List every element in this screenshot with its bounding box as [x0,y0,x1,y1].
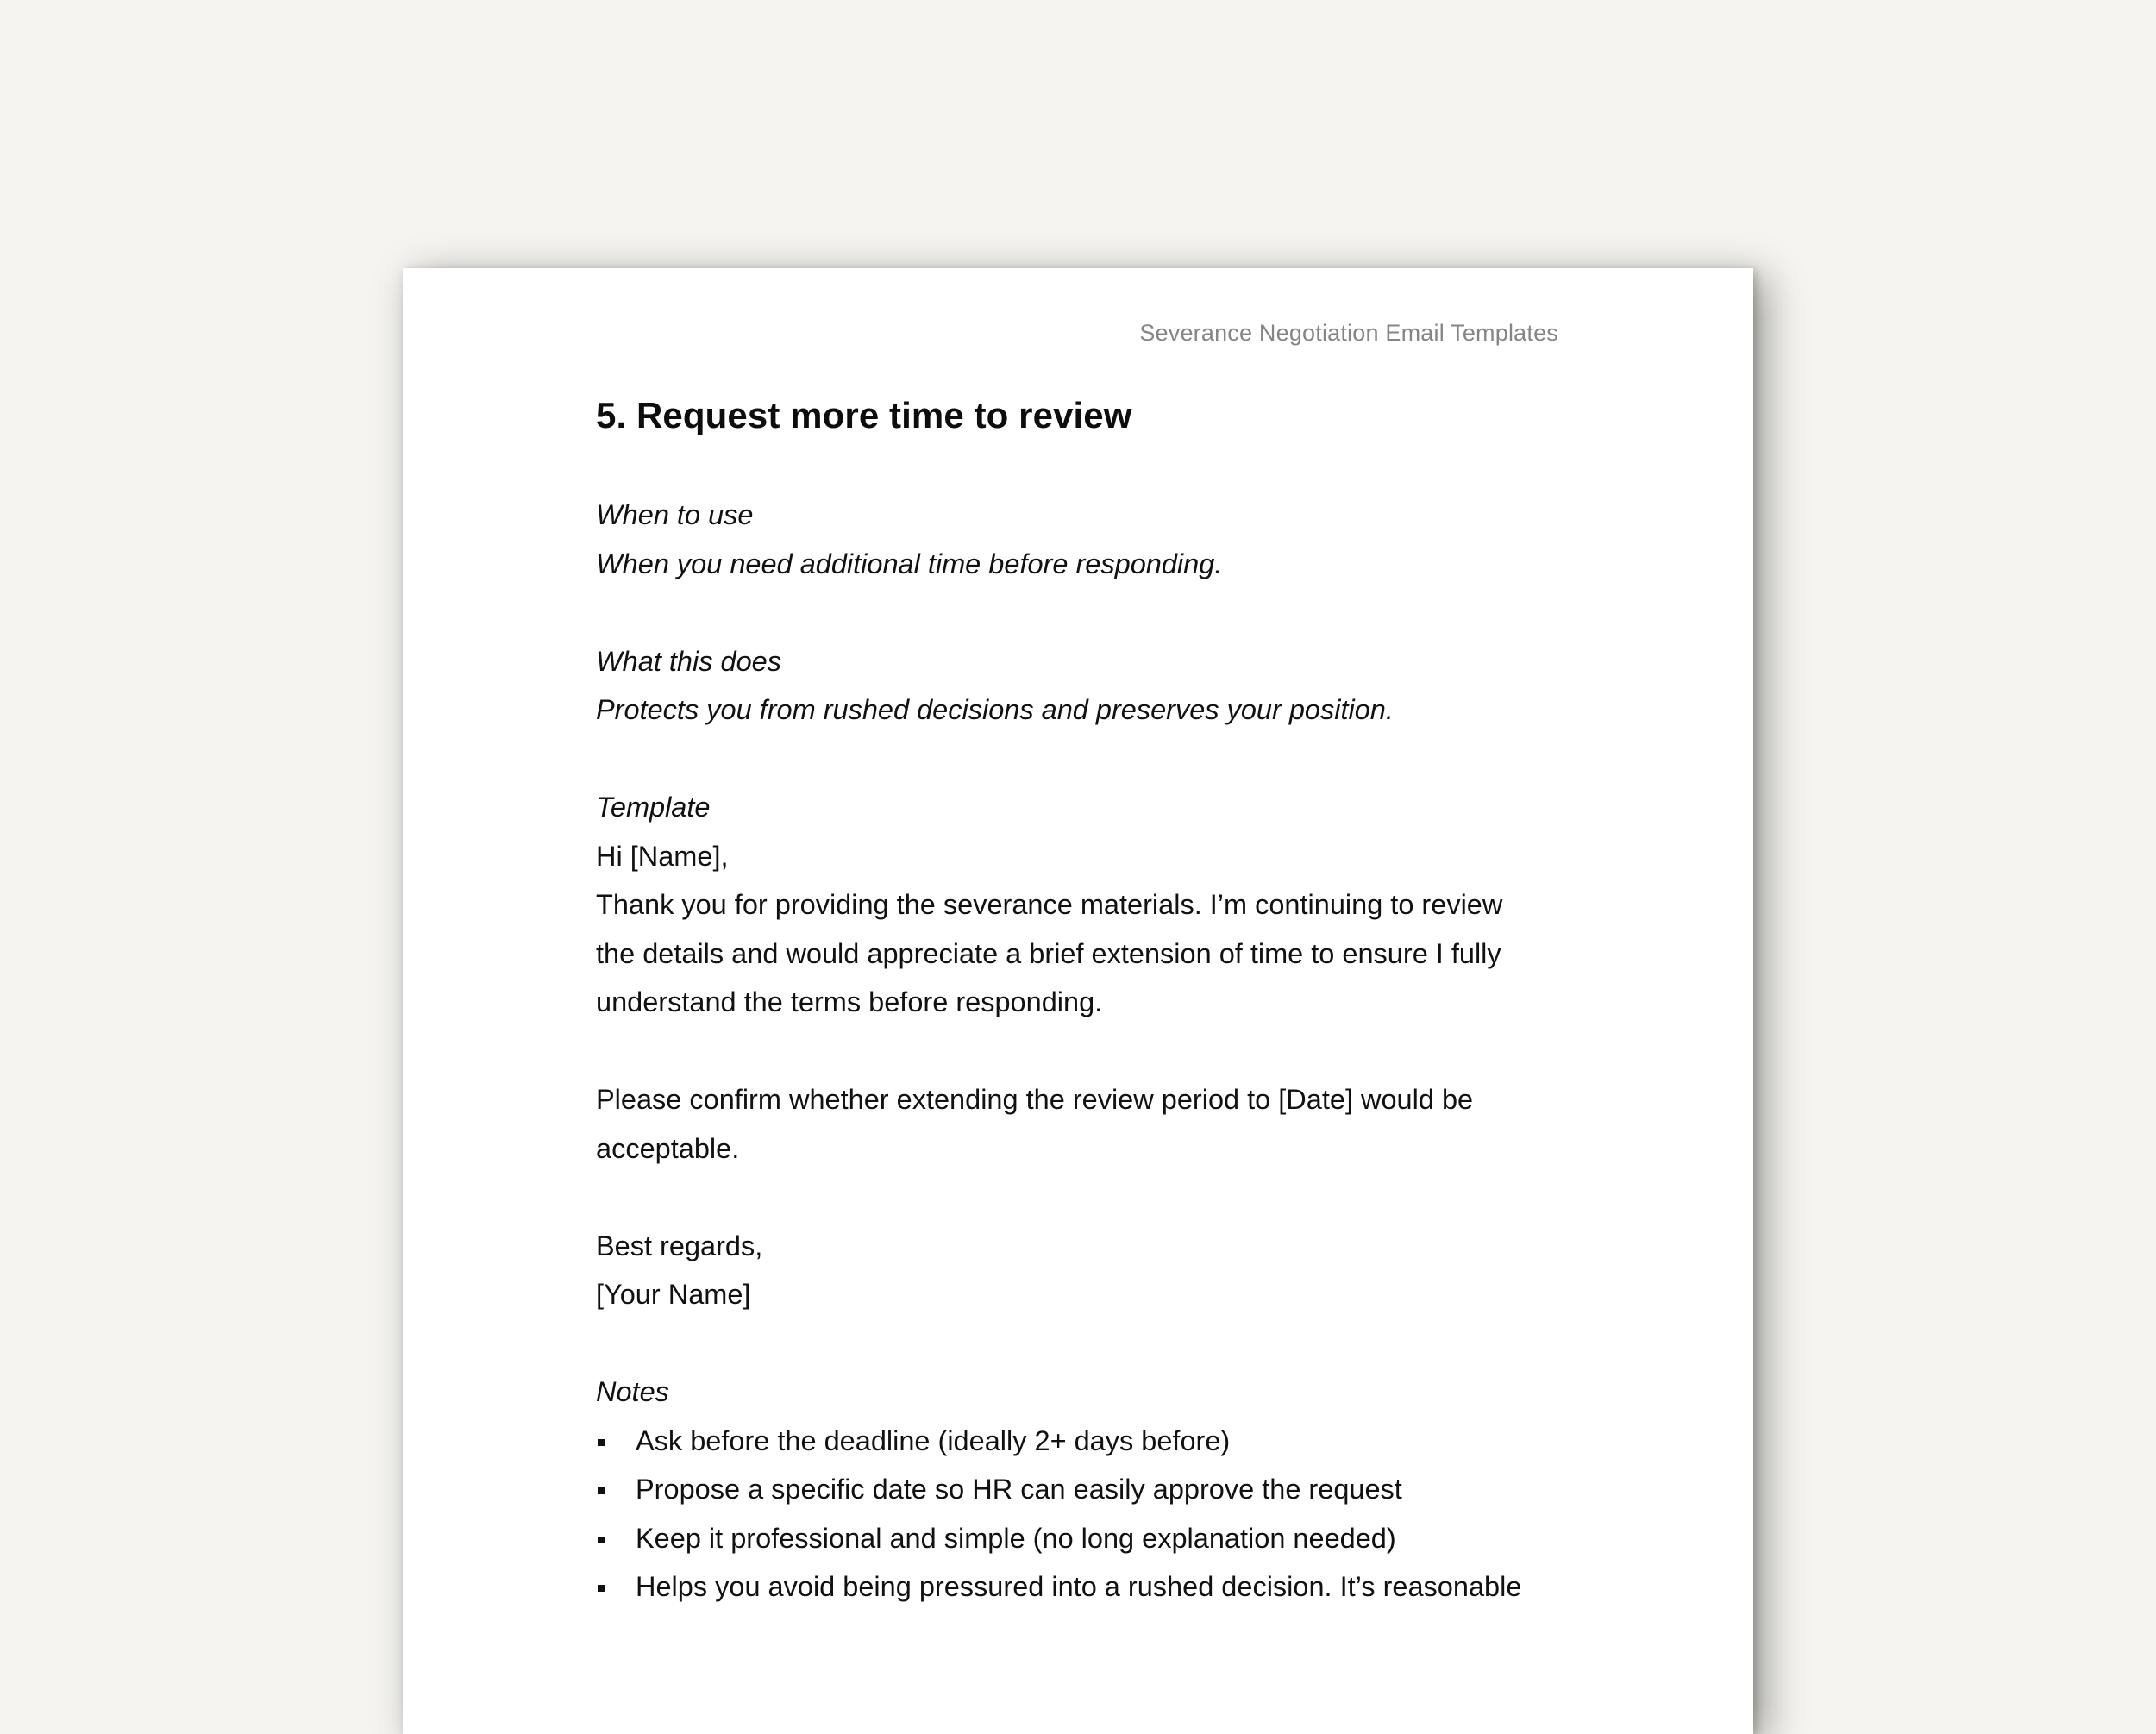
note-text: Ask before the deadline (ideally 2+ days before) [636,1424,1231,1456]
spacer [596,588,1562,637]
section-title: 5. Request more time to review [596,395,1132,435]
square-bullet-icon [598,1439,605,1446]
template-paragraph1-line: Thank you for providing the severance materials. I’m continuing to review [596,889,1503,921]
template-paragraph1-line: the details and would appreciate a brief extension of time to ensure I fully [596,937,1501,969]
template-greeting: Hi [Name], [596,840,729,872]
list-item [596,1514,1562,1563]
note-text: Keep it professional and simple (no long explanation needed) [636,1522,1396,1554]
document-page [403,268,1753,1734]
template-paragraph2-line: acceptable. [596,1132,740,1164]
what-this-does-text: Protects you from rushed decisions and preserves your position. [596,694,1394,726]
note-text: Helps you avoid being pressured into a rushed decision. It’s reasonable [636,1571,1522,1603]
spacer [596,437,1562,491]
spacer [596,735,1562,784]
note-text: Propose a specific date so HR can easily approve the request [636,1474,1402,1506]
square-bullet-icon [598,1537,605,1543]
spacer [596,1027,1562,1076]
list-item [596,1465,1562,1514]
what-this-does-label: What this does [596,645,781,677]
template-label: Template [596,792,711,823]
square-bullet-icon [598,1585,605,1592]
spacer [596,1173,1562,1222]
notes-list [596,1417,1562,1612]
spacer [596,1319,1562,1368]
list-item [596,1562,1562,1612]
when-to-use-label: When to use [596,499,754,531]
running-header: Severance Negotiation Email Templates [1139,320,1558,346]
template-signature: [Your Name] [596,1279,751,1311]
notes-label: Notes [596,1376,669,1408]
when-to-use-text: When you need additional time before responding. [596,548,1223,579]
template-closing: Best regards, [596,1230,763,1261]
list-item [596,1417,1562,1466]
template-paragraph1-line: understand the terms before responding. [596,986,1103,1018]
template-paragraph2-line: Please confirm whether extending the review period to [Date] would be [596,1084,1474,1116]
page-content [596,394,1562,1612]
square-bullet-icon [598,1487,605,1494]
